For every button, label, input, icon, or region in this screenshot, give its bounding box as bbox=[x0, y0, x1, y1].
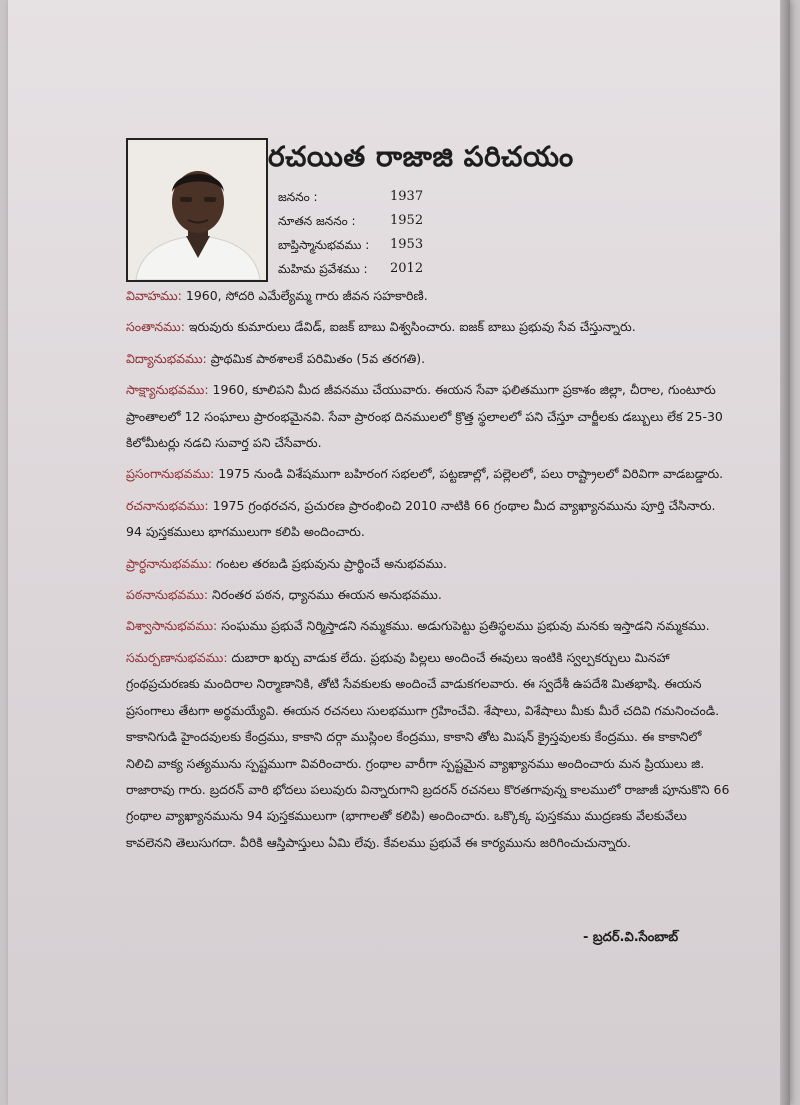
section-prayer bbox=[126, 551, 731, 577]
section-text: ఇరువురు కుమారులు డేవిడ్, ఐజక్ బాబు విశ్వసించారు. ఐజక్ బాబు ప్రభువు సేవ చేస్తున్నారు. bbox=[184, 319, 636, 335]
page-edge bbox=[780, 0, 790, 1105]
section-text: 1960, సోదరి ఎమేల్యేమ్మ గారు జీవన సహకారిణి. bbox=[181, 288, 428, 303]
section-heading: సమర్పణానుభవము: bbox=[126, 649, 228, 665]
section-heading: విశ్వాసానుభవము: bbox=[126, 618, 218, 634]
section-text: నిరంతర పఠన, ధ్యానము ఈయన అనుభవము. bbox=[208, 587, 442, 603]
fact-value: 2012 bbox=[390, 261, 424, 276]
section-heading: ప్రార్ధనానుభవము: bbox=[126, 555, 213, 571]
section-heading: రచనానుభవము: bbox=[126, 497, 209, 513]
section-heading: సాక్ష్యానుభవము: bbox=[126, 382, 209, 398]
section-text: సంఘము ప్రభువే నిర్మిస్తాడని నమ్మకము. అడుగుపెట్టు ప్రతిస్థలము ప్రభువు మనకు ఇస్తాడని నమ్మకము. bbox=[217, 618, 710, 634]
section-faith bbox=[126, 613, 731, 639]
section-writing bbox=[126, 493, 731, 546]
section-heading: పఠనానుభవము: bbox=[126, 587, 209, 603]
author-photo bbox=[126, 138, 268, 282]
section-testimony bbox=[126, 377, 731, 456]
biography-body bbox=[126, 283, 731, 861]
section-heading: ప్రసంగానుభవము: bbox=[126, 466, 215, 482]
section-reading bbox=[126, 582, 731, 608]
section-text: ప్రాథమిక పాఠశాలకే పరిమితం (5వ తరగతి). bbox=[206, 350, 426, 366]
section-dedication bbox=[126, 645, 731, 856]
section-marriage bbox=[126, 283, 731, 309]
section-children bbox=[126, 314, 731, 340]
fact-label: నూతన జననం : bbox=[278, 214, 356, 228]
section-education bbox=[126, 346, 731, 372]
section-heading: సంతానము: bbox=[126, 319, 185, 335]
section-text: గంటల తరబడి ప్రభువును ప్రార్థించే అనుభవము. bbox=[212, 555, 447, 571]
fact-label: జననం : bbox=[278, 190, 318, 204]
fact-label: బాప్తిస్మానుభవము : bbox=[278, 238, 370, 252]
section-text: దుబారా ఖర్చు వాడుక లేదు. ప్రభువు పిల్లలు అందించే ఈవులు ఇంటికి స్వల్పకర్చులు మినహా గ్రంథప్రచురణకు మందిరాల నిర్మాణానికి, తోటి సేవకులకు అందించే వాడుకగలవారు. ఈ స్వదేశీ ఉపదేశి మితభాషి. ఈయన ప్రసంగాలు తేటగా అర్థమయ్యేవి. ఈయన రచనలు సులభముగా గ్రహించేవి. శేషాలు, విశేషాలు మీకు మీరే చదివి గమనించండి. కాకానిగుడి హైందవులకు కేంద్రము, కాకాని దర్గా ముస్లింల కేంద్రము, కాకాని తోట మిషన్ క్రైస్తవులకు కేంద్రము. ఈ కాకానిలో నిలిచి వాక్య సత్యమును స్పష్టముగా వివరించారు. గ్రంథాల వారీగా స్పష్టమైన వ్యాఖ్యానము అందించారు మన ప్రియులు జి. రాజారావు గారు. బ్రదరన్ వారి భోదలు పలువురు విన్నారుగాని బ్రదరన్ రచనలు కొరతగావున్న కాలములో రాజాజీ పూనుకొని 66 గ్రంథాల వ్యాఖ్యానమును 94 పుస్తకములుగా (భాగాలతో కలిపి) అందించారు. ఒక్కొక్క పుస్తకము ముద్రణకు వేలకువేలు కావలెనని తెలుసుగదా. వీరికి ఆస్తిపాస్తులు ఏమి లేవు. కేవలము ప్రభువే ఈ కార్యమును జరిగించుచున్నారు. bbox=[126, 649, 730, 850]
signature: - బ్రదర్.వి.సేంబాబ్ bbox=[583, 930, 679, 945]
book-page bbox=[8, 0, 790, 1105]
section-heading: విద్యానుభవము: bbox=[126, 350, 207, 366]
fact-value: 1953 bbox=[390, 237, 424, 252]
fact-value: 1952 bbox=[390, 213, 424, 228]
page-title: రచయిత రాజాజి పరిచయం bbox=[268, 140, 574, 173]
section-text: 1975 నుండి విశేషముగా బహిరంగ సభలలో, పట్టణాల్లో, పల్లెలలో, పలు రాష్ట్రాలలో విరివిగా వాడబడ్డారు. bbox=[214, 466, 724, 482]
section-heading: వివాహము: bbox=[126, 288, 182, 303]
fact-label: మహిమ ప్రవేశము : bbox=[278, 262, 368, 276]
section-text: 1975 గ్రంథరచన, ప్రచురణ ప్రారంభించి 2010 నాటికి 66 గ్రంథాల మీద వ్యాఖ్యానమును పూర్తి చేసినారు. 94 పుస్తకములు భాగములుగా కలిపి అందించారు. bbox=[126, 497, 716, 540]
section-preaching bbox=[126, 461, 731, 487]
fact-value: 1937 bbox=[390, 189, 424, 204]
section-text: 1960, కూలిపని మీద జీవనము చేయువారు. ఈయన సేవా ఫలితముగా ప్రకాశం జిల్లా, చీరాల, గుంటూరు ప్రాంతాలలో 12 సంఘాలు ప్రారంభమైనవి. సేవా ప్రారంభ దినములలో క్రొత్త స్థలాలలో పని చేస్తూ చార్జీలకు డబ్బులు లేక 25-30 కిలోమీటర్లు నడచి సువార్త పని చేసేవారు. bbox=[126, 382, 723, 451]
